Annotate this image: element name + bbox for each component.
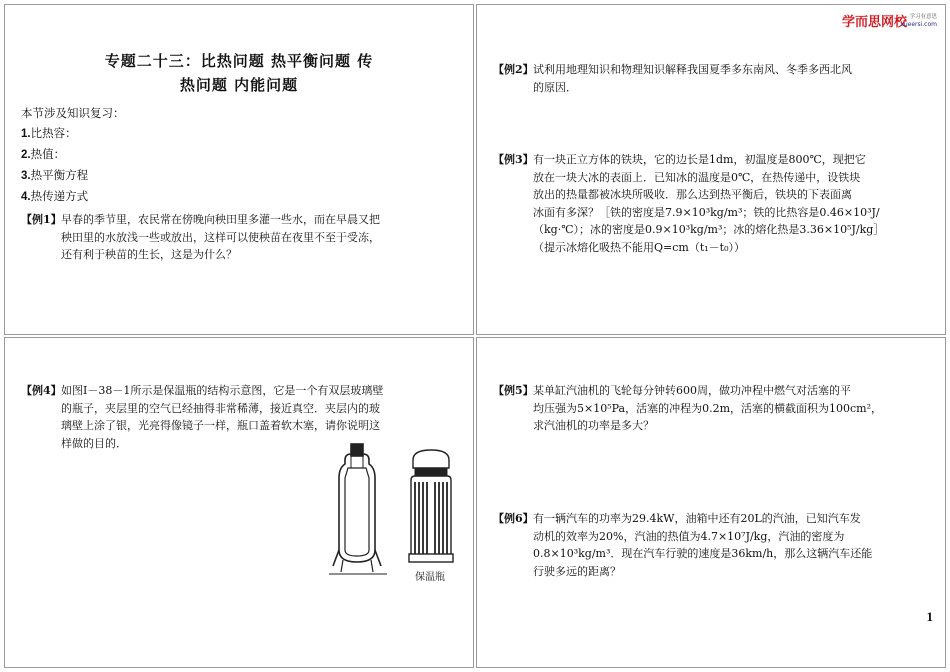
thermos-cross-section: [329, 444, 387, 574]
example-tag: 【例4】: [21, 384, 62, 397]
review-item: 4.热传递方式: [21, 189, 89, 203]
example-line: 样做的目的．: [61, 436, 127, 450]
example-tag: 【例6】: [493, 512, 534, 525]
slide-panel-4: [476, 337, 946, 668]
example-5: [493, 382, 882, 435]
example-line: 求汽油机的功率是多大？: [533, 419, 654, 432]
example-line: 秧田里的水放浅一些或放出，这样可以使秧苗在夜里不至于受冻，: [61, 230, 380, 244]
example-tag: 【例2】: [493, 63, 534, 76]
example-line: 放在一块大冰的表面上．已知冰的温度是0℃，在热传递中，设铁块: [533, 170, 861, 184]
review-item: 2.热值：: [21, 147, 66, 161]
figure-caption: 保温瓶: [415, 572, 445, 583]
thermos-figure: [329, 438, 469, 586]
slide-panel-3: [4, 337, 474, 668]
example-line: 早春的季节里，农民常在傍晚向秧田里多灌一些水，而在早晨又把: [61, 213, 380, 226]
review-item: 3.热平衡方程: [21, 168, 89, 182]
example-line: 璃壁上涂了银，光亮得像镜子一样，瓶口盖着软木塞，请你说明这: [61, 419, 380, 432]
slide-panel-2: [476, 4, 946, 335]
example-line: 的原因．: [533, 80, 577, 94]
review-item: 1.比热容：: [21, 126, 77, 140]
thermos-exterior: [409, 450, 453, 562]
thermos-diagram: [329, 438, 469, 586]
example-3: [493, 151, 884, 256]
example-line: 行驶多远的距离？: [533, 564, 621, 578]
example-6: [493, 510, 872, 580]
title-line-1: 专题二十三：比热问题 热平衡问题 传: [104, 52, 374, 70]
example-line: 动机的效率为20%，汽油的热值为4.7×10⁷J/kg，汽油的密度为: [533, 529, 845, 543]
example-line: 有一块正立方体的铁块，它的边长是1dm，初温度是800℃，现把它: [533, 153, 866, 166]
logo-slogan: 学习有意思: [909, 14, 937, 20]
slide-panel-1: [4, 4, 474, 335]
example-line: 有一辆汽车的功率为29.4kW，油箱中还有20L的汽油，已知汽车发: [533, 512, 861, 525]
example-line: （kg·℃）；冰的密度是0.9×10³kg/m³；冰的熔化热是3.36×10⁵J/kg］: [533, 223, 885, 236]
example-1: [21, 211, 380, 264]
example-line: 还有利于秧苗的生长，这是为什么？: [61, 248, 237, 261]
example-2: [493, 61, 852, 96]
example-line: 冰面有多深？［铁的密度是7.9×10³kg/m³；铁的比热容是0.46×10³J/: [533, 205, 880, 219]
example-line: 如图Ⅰ－38－1所示是保温瓶的结构示意图，它是一个有双层玻璃壁: [61, 384, 384, 397]
example-line: 放出的热量都被冰块所吸收．那么达到热平衡后，铁块的下表面离: [533, 188, 852, 201]
example-tag: 【例3】: [493, 153, 534, 166]
example-line: 均压强为5×10⁵Pa，活塞的冲程为0.2m，活塞的横截面积为100cm²，: [533, 401, 883, 415]
title-line-2: 热问题 内能问题: [179, 76, 299, 94]
example-tag: 【例1】: [21, 213, 62, 226]
example-line: 0.8×10³kg/m³．现在汽车行驶的速度是36km/h，那么这辆汽车还能: [533, 547, 873, 560]
example-line: 的瓶子，夹层里的空气已经抽得非常稀薄，接近真空．夹层内的玻: [61, 401, 380, 415]
logo-text: 学而思网校: [841, 15, 907, 30]
example-line: 某单缸汽油机的飞轮每分钟转600周，做功冲程中燃气对活塞的平: [533, 384, 851, 397]
page-number: 1: [926, 609, 933, 624]
review-list: [21, 103, 125, 207]
slide-title: [5, 49, 473, 97]
example-line: 试利用地理知识和物理知识解释我国夏季多东南风、冬季多西北风: [533, 63, 852, 76]
review-heading: 本节涉及知识复习：: [21, 106, 125, 120]
logo-url: xueersi.com: [900, 21, 937, 28]
example-tag: 【例5】: [493, 384, 534, 397]
example-line: （提示冰熔化吸热不能用Q=cm（t₁－t₀））: [533, 240, 745, 254]
